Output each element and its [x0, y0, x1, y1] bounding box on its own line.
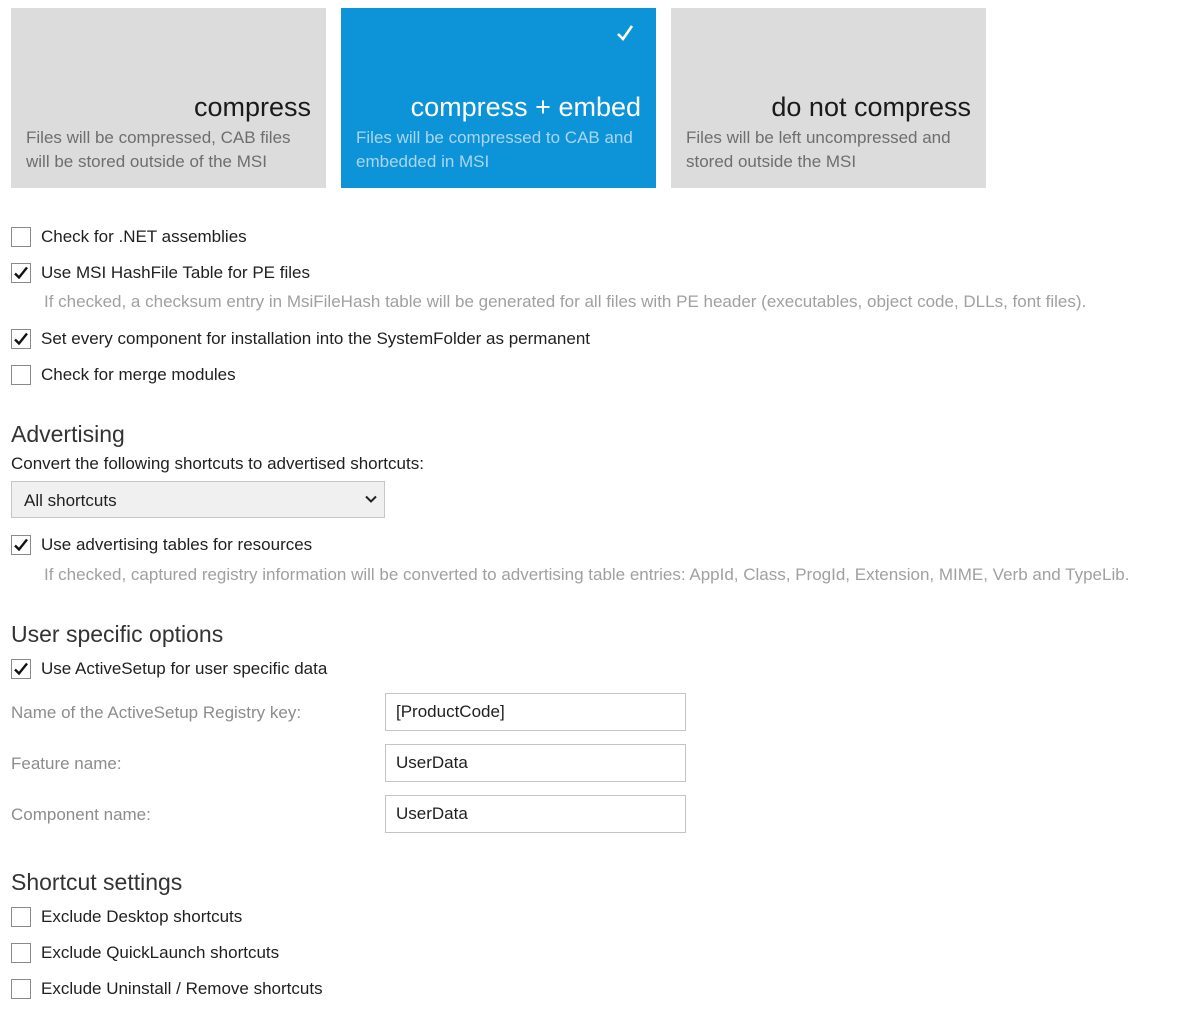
checkbox-label: Use advertising tables for resources [41, 535, 313, 554]
advertising-tables-checkbox[interactable] [11, 533, 312, 557]
compress-embed-option-tile[interactable] [341, 8, 656, 188]
component-name-input[interactable] [385, 795, 686, 833]
checkmark-icon [616, 22, 634, 44]
checkmark-icon [13, 537, 29, 553]
tile-description: Files will be left uncompressed and stored outside the MSI [686, 128, 951, 171]
active-setup-checkbox[interactable] [11, 657, 327, 681]
checkbox-box[interactable] [11, 365, 31, 385]
advertising-tables-hint: If checked, captured registry information will be converted to advertising table entries: AppId, Class, ProgId, Extension, MIME, Verb and TypeLib. [44, 565, 1130, 584]
shortcut-settings-section-title: Shortcut settings [11, 869, 183, 895]
checkbox-box[interactable] [11, 535, 31, 555]
checkbox-label: Exclude Uninstall / Remove shortcuts [41, 979, 323, 998]
checkbox-label: Use MSI HashFile Table for PE files [41, 263, 310, 282]
checkbox-label: Check for .NET assemblies [41, 227, 247, 246]
system-folder-permanent-checkbox[interactable] [11, 327, 590, 351]
checkbox-box[interactable] [11, 329, 31, 349]
user-specific-section-title: User specific options [11, 621, 224, 647]
feature-name-label: Feature name: [11, 754, 122, 773]
hashfile-hint: If checked, a checksum entry in MsiFileHash table will be generated for all files with PE header (executables, object code, DLLs, font files). [44, 292, 1087, 311]
checkbox-label: Exclude Desktop shortcuts [41, 907, 243, 926]
compress-option-tile[interactable] [11, 8, 326, 188]
exclude-quicklaunch-shortcuts-checkbox[interactable] [11, 941, 279, 965]
checkbox-box[interactable] [11, 943, 31, 963]
exclude-uninstall-shortcuts-checkbox[interactable] [11, 977, 323, 1001]
checkmark-icon [13, 661, 29, 677]
dropdown-value: All shortcuts [24, 491, 117, 510]
tile-title: compress + embed [410, 92, 641, 122]
tile-description: Files will be compressed, CAB files will be stored outside of the MSI [26, 128, 291, 171]
check-net-assemblies-checkbox[interactable] [11, 225, 247, 249]
do-not-compress-option-tile[interactable] [671, 8, 986, 188]
tile-description: Files will be compressed to CAB and embedded in MSI [356, 128, 633, 171]
checkbox-label: Set every component for installation into the SystemFolder as permanent [41, 329, 591, 348]
tile-title: compress [193, 92, 311, 122]
component-name-label: Component name: [11, 805, 151, 824]
checkbox-box[interactable] [11, 907, 31, 927]
merge-modules-checkbox[interactable] [11, 363, 236, 387]
registry-key-input[interactable] [385, 693, 686, 731]
convert-shortcuts-label: Convert the following shortcuts to advertised shortcuts: [11, 454, 424, 473]
hashfile-table-checkbox[interactable] [11, 261, 310, 285]
advertising-section-title: Advertising [11, 421, 125, 447]
checkbox-box[interactable] [11, 263, 31, 283]
checkbox-box[interactable] [11, 659, 31, 679]
checkmark-icon [13, 331, 29, 347]
checkbox-label: Use ActiveSetup for user specific data [41, 659, 328, 678]
registry-key-label: Name of the ActiveSetup Registry key: [11, 703, 302, 722]
chevron-down-icon [365, 495, 377, 504]
checkbox-label: Exclude QuickLaunch shortcuts [41, 943, 280, 962]
advertised-shortcuts-dropdown[interactable] [11, 481, 385, 518]
exclude-desktop-shortcuts-checkbox[interactable] [11, 905, 242, 929]
feature-name-input[interactable] [385, 744, 686, 782]
tile-title: do not compress [771, 92, 971, 122]
checkmark-icon [13, 265, 29, 281]
checkbox-box[interactable] [11, 227, 31, 247]
checkbox-box[interactable] [11, 979, 31, 999]
checkbox-label: Check for merge modules [41, 365, 236, 384]
